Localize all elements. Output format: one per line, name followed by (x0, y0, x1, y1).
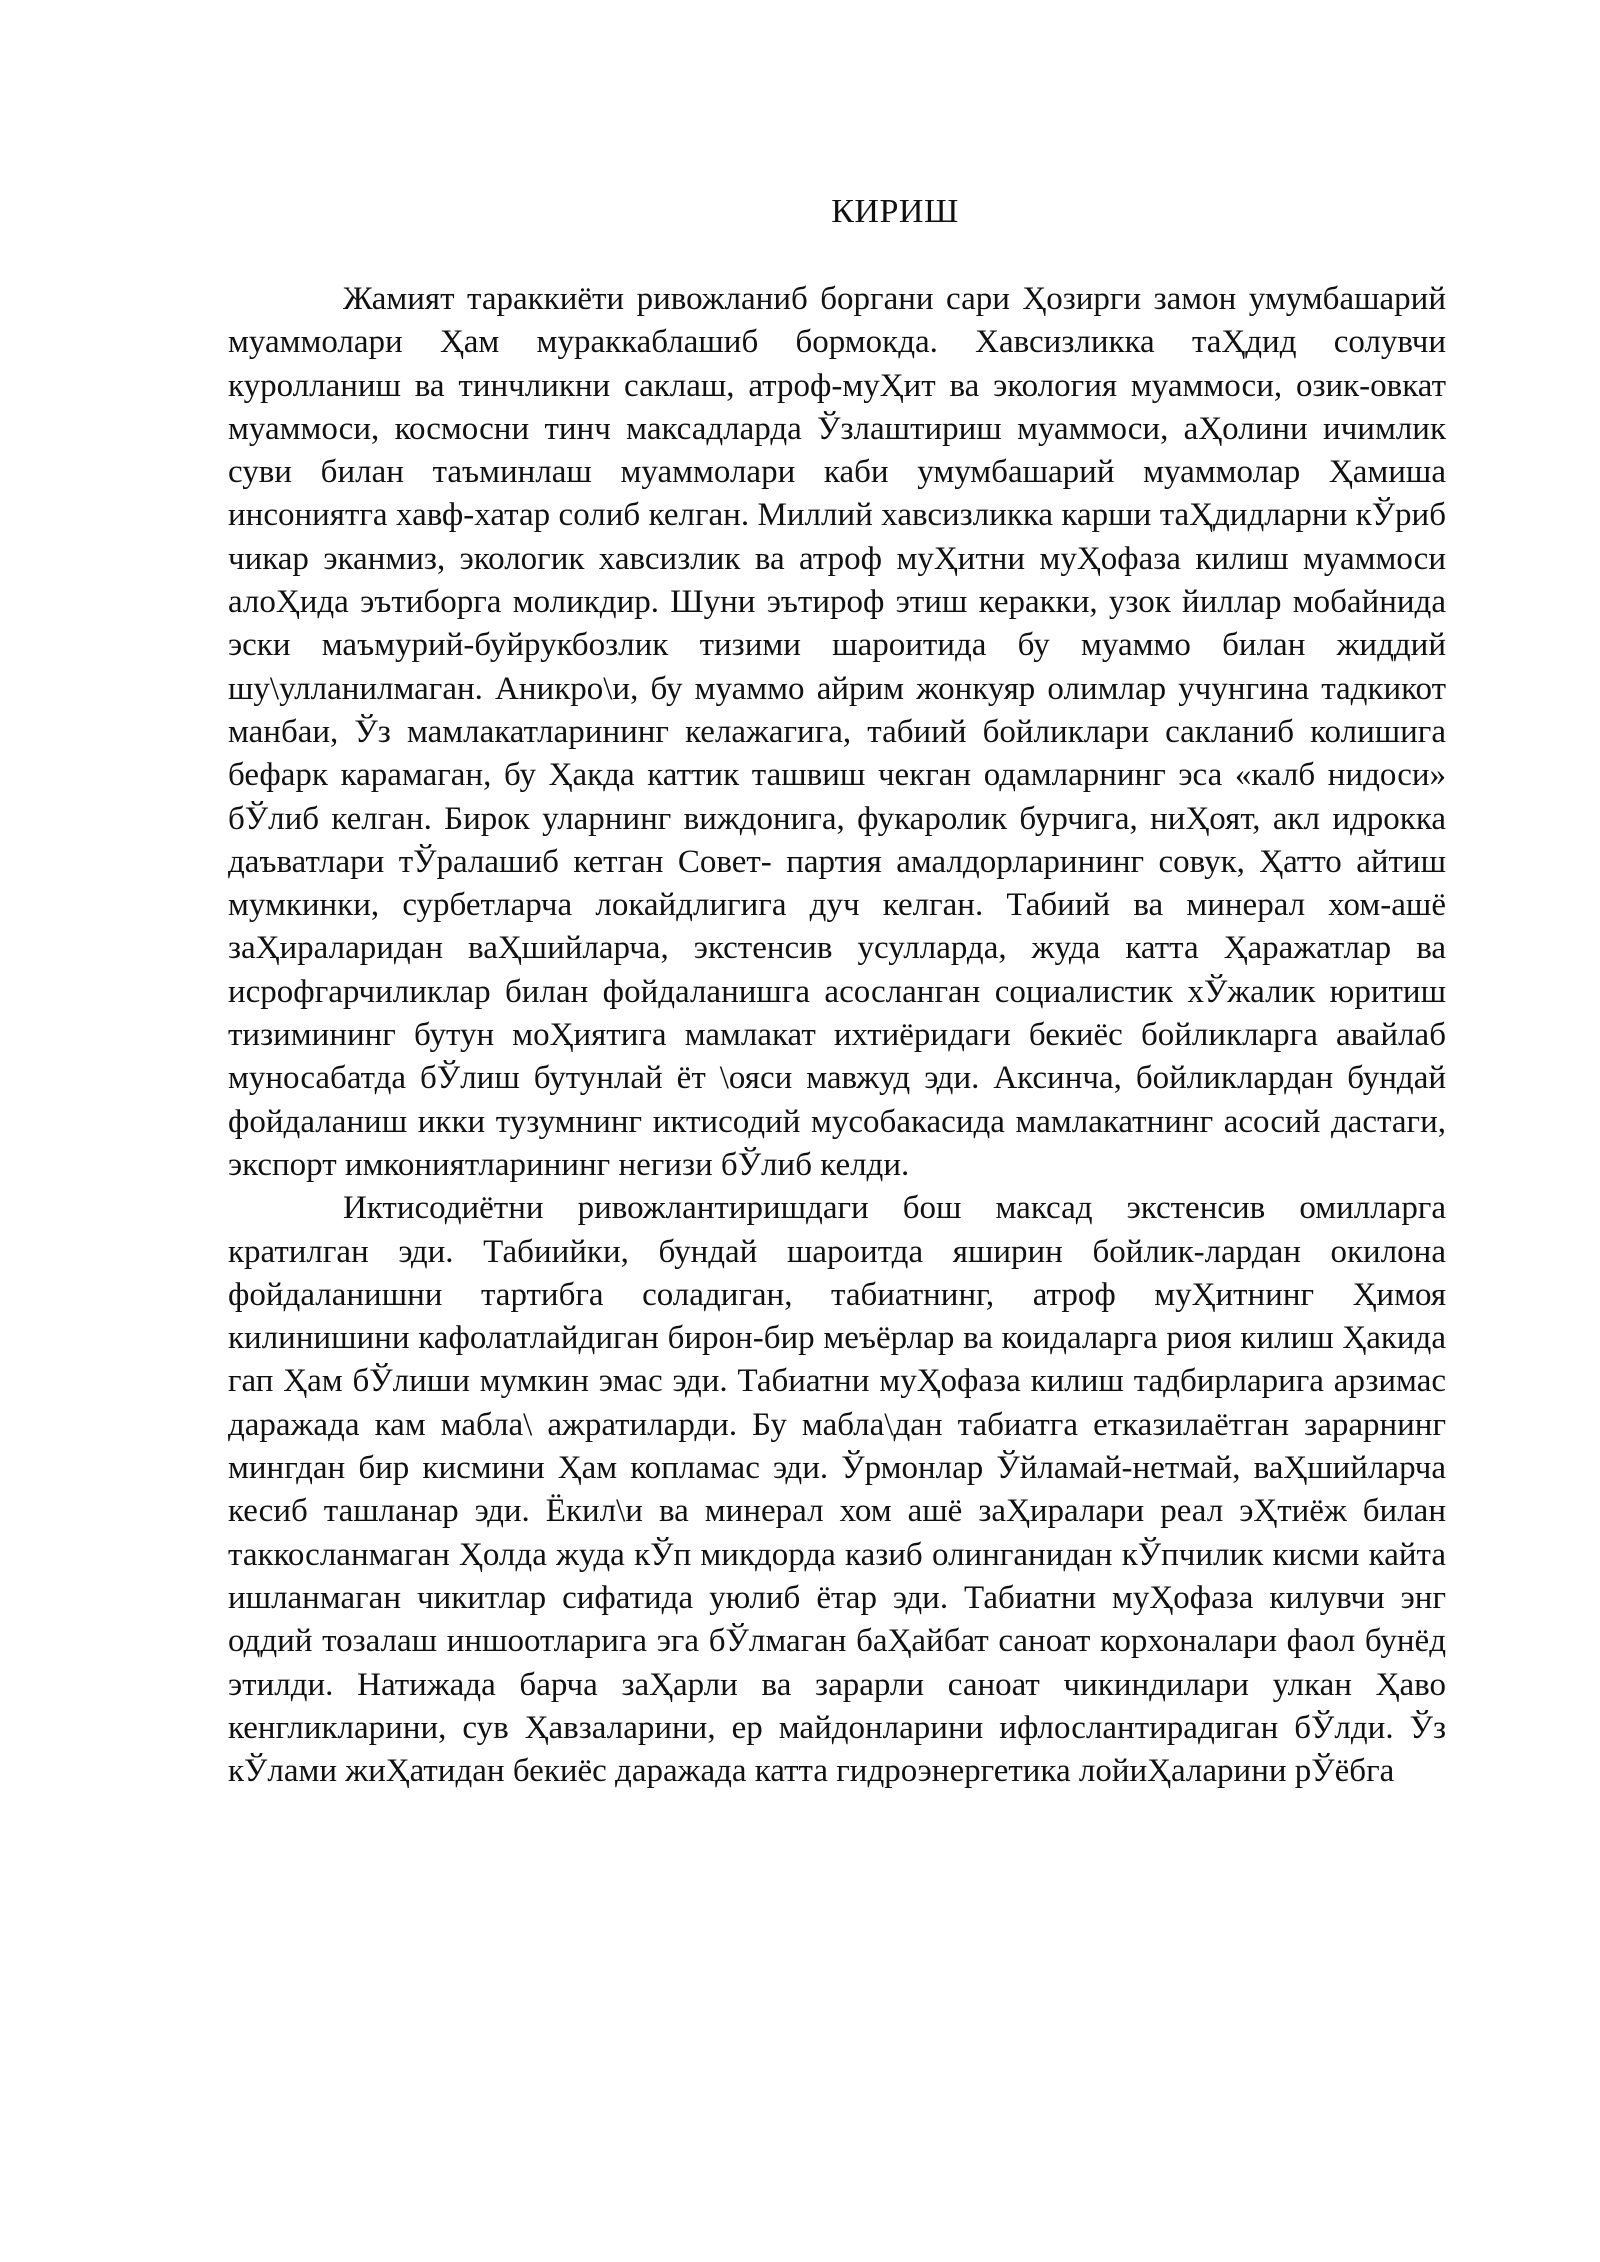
paragraph-1: Жамият тараккиёти ривожланиб боргани сари Ҳозирги замон умумбашарий муаммолари Ҳам мураккаблашиб бормокда. Хавсизликка таҲдид солувчи куролланиш ва тинчликни саклаш, атроф-муҲит ва экология муаммоси, озик-овкат муаммоси, космосни тинч максадларда Ўзлаштириш муаммоси, аҲолини ичимлик суви билан таъминлаш муаммолари каби умумбашарий муаммолар Ҳамиша инсониятга хавф-хатар солиб келган. Миллий хавсизликка карши таҲдидларни кЎриб чикар эканмиз, экологик хавсизлик ва атроф муҲитни муҲофаза килиш муаммоси алоҲида эътиборга моликдир. Шуни эътироф этиш керакки, узок йиллар мобайнида эски маъмурий-буйрукбозлик тизими шароитида бу муаммо билан жиддий шу\улланилмаган. Аникро\и, бу муаммо айрим жонкуяр олимлар учунгина тадкикот манбаи, Ўз мамлакатларининг келажагига, табиий бойликлари сакланиб колишига бефарк карамаган, бу Ҳакда каттик ташвиш чекган одамларнинг эса «калб нидоси» бЎлиб келган. Бирок уларнинг виждонига, фукаролик бурчига, ниҲоят, акл идрокка даъватлари тЎралашиб кетган Совет- партия амалдорларининг совук, Ҳатто айтиш мумкинки, сурбетларча локайдлигига дуч келган. Табиий ва минерал хом-ашё заҲираларидан ваҲшийларча, экстенсив усулларда, жуда катта Ҳаражатлар ва исрофгарчиликлар билан фойдаланишга асосланган социалистик хЎжалик юритиш тизимининг бутун моҲиятига мамлакат ихтиёридаги бекиёс бойликларга авайлаб муносабатда бЎлиш бутунлай ёт \ояси мавжуд эди. Аксинча, бойликлардан бундай фойдаланиш икки тузумнинг иктисодий мусобакасида мамлакатнинг асосий дастаги, экспорт имкониятларининг негизи бЎлиб келди. (228, 281, 1446, 1183)
page-title: КИРИШ (831, 193, 959, 230)
body-text (228, 278, 1446, 1793)
paragraph-2: Иктисодиётни ривожлантиришдаги бош максад экстенсив омилларга кратилган эди. Табиийки, бундай шароитда яширин бойлик-лардан окилона фойдаланишни тартибга соладиган, табиатнинг, атроф муҲитнинг Ҳимоя килинишини кафолатлайдиган бирон-бир меъёрлар ва коидаларга риоя килиш Ҳакида гап Ҳам бЎлиши мумкин эмас эди. Табиатни муҲофаза килиш тадбирларига арзимас даражада кам мабла\ ажратиларди. Бу мабла\дан табиатга етказилаётган зарарнинг мингдан бир кисмини Ҳам копламас эди. Ўрмонлар Ўйламай-нетмай, ваҲшийларча кесиб ташланар эди. Ёкил\и ва минерал хом ашё заҲиралари реал эҲтиёж билан таккосланмаган Ҳолда жуда кЎп микдорда казиб олинганидан кЎпчилик кисми кайта ишланмаган чикитлар сифатида уюлиб ётар эди. Табиатни муҲофаза килувчи энг оддий тозалаш иншоотларига эга бЎлмаган баҲайбат саноат корхоналари фаол бунёд этилди. Натижада барча заҲарли ва зарарли саноат чикиндилари улкан Ҳаво кенгликларини, сув Ҳавзаларини, ер майдонларини ифлослантирадиган бЎлди. Ўз кЎлами жиҲатидан бекиёс даражада катта гидроэнергетика лойиҲаларини рЎёбга (228, 1190, 1446, 1790)
